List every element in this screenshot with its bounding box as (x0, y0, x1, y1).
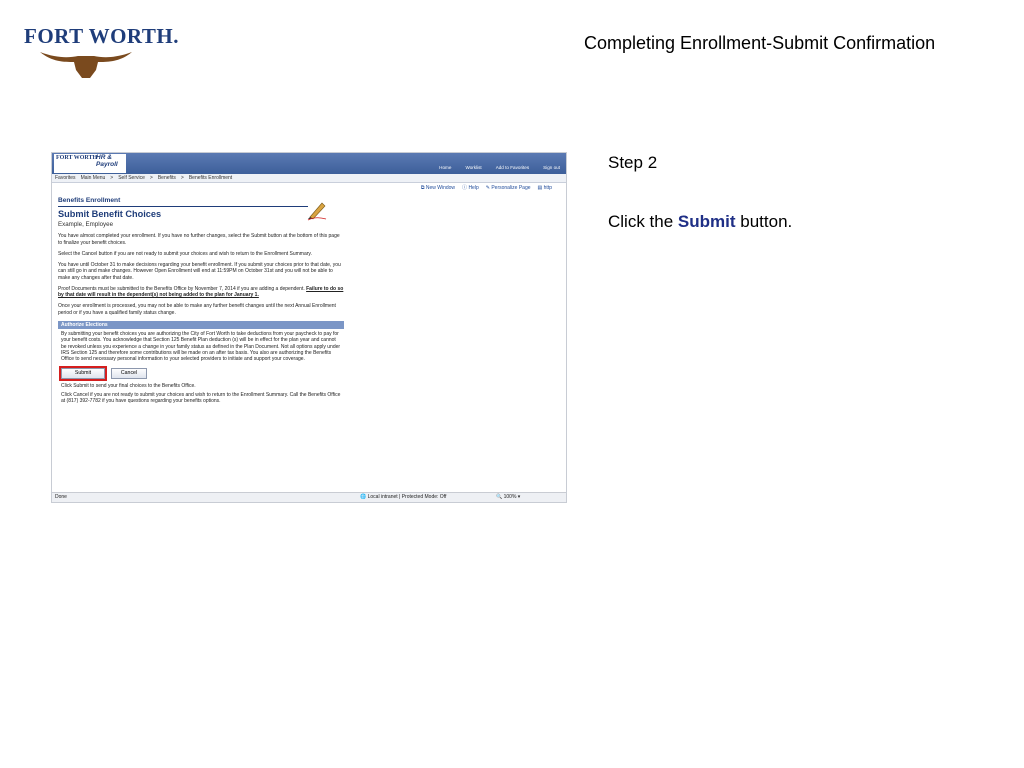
zoom-level: 100% (503, 494, 517, 501)
app-header (52, 153, 566, 174)
page-tools (421, 185, 552, 191)
deadline-paragraph: You have until October 31 to make decisions regarding your benefit enrollment. If you submit your choices prior to that date, you can still go in and make changes. However Open Enrollment will end at 11:59PM on October 31st and you will not be able to make any changes after that date. (58, 262, 341, 281)
app-screenshot (51, 152, 567, 503)
status-zone-text: Local intranet | Protected Mode: Off (367, 494, 447, 501)
fort-worth-logo (24, 24, 179, 80)
breadcrumb-separator: > (110, 174, 114, 181)
app-logo-hr (96, 155, 118, 169)
status-zone: 🌐 Local intranet | Protected Mode: Off (360, 494, 447, 501)
app-logo-hr-line1: HR & (96, 154, 112, 161)
breadcrumb-main-menu[interactable]: Main Menu (80, 174, 106, 181)
app-logo-fw: FORT WORTH (56, 155, 98, 161)
page-title: Submit Benefit Choices (58, 209, 162, 220)
browser-status-bar (52, 492, 566, 502)
slide-title: Completing Enrollment-Submit Confirmation (584, 33, 936, 53)
instruction-post: button. (735, 212, 793, 231)
step-label: Step 2 (608, 153, 658, 172)
cancel-button[interactable]: Cancel (111, 368, 147, 379)
nav-worklist[interactable]: Worklist (465, 165, 482, 170)
section-heading: Benefits Enrollment (58, 197, 308, 207)
logo-text: FORT WORTH. (24, 24, 179, 48)
cancel-paragraph: Select the Cancel button if you are not ready to submit your choices and wish to return to the Enrollment Summary. (58, 250, 312, 257)
app-logo (54, 154, 126, 173)
authorize-elections-header: Authorize Elections (58, 321, 344, 329)
breadcrumb (52, 174, 567, 183)
breadcrumb-benefits-enrollment[interactable]: Benefits Enrollment (188, 174, 233, 181)
breadcrumb-separator: > (180, 174, 184, 181)
status-done: Done (55, 494, 67, 501)
http-label: http (543, 185, 552, 191)
instruction-bold: Submit (677, 212, 736, 231)
nav-sign-out[interactable]: Sign out (543, 165, 560, 170)
nav-add-favorites[interactable]: Add to Favorites (495, 165, 530, 170)
page-content (58, 197, 344, 408)
instructions-paragraph: You have almost completed your enrollment. If you have no further changes, select the Submit button at the bottom of this page to finalize your benefit choices. (58, 233, 340, 246)
authorize-elections-text: By submitting your benefit choices you are authorizing the City of Fort Worth to take deductions from your paycheck to pay for your benefit costs. You acknowledge that Section 125 Benefit Plan deduction (s) will be in effect for the plan year and cannot be revoked unless you experience a change in your family status as defined in the Plan Document. Not all options apply under IRS Section 125 and therefore some contributions will be made on an after tax basis. You also are authorizing the Benefits Office to send necessary personal information to your selected providers to initiate and support your coverage. (61, 331, 341, 363)
personalize-label: Personalize Page (491, 185, 531, 191)
personalize-link[interactable]: ✎ Personalize Page (485, 185, 531, 191)
longhorn-icon (38, 46, 134, 80)
action-buttons (61, 368, 344, 379)
help-link[interactable]: ⓘ Help (462, 185, 479, 191)
breadcrumb-benefits[interactable]: Benefits (157, 174, 176, 181)
app-logo-hr-line2: Payroll (96, 160, 118, 168)
new-window-link[interactable]: ⧉ New Window (420, 185, 456, 191)
instruction-pre: Click the (608, 212, 678, 231)
nav-home[interactable]: Home (439, 165, 452, 170)
breadcrumb-favorites[interactable]: Favorites (55, 174, 76, 181)
new-window-label: New Window (425, 185, 456, 191)
submit-hint: Click Submit to send your final choices to the Benefits Office. (61, 382, 196, 389)
submit-button[interactable]: Submit (61, 368, 105, 379)
cancel-hint: Click Cancel if you are not ready to submit your choices and wish to return to the Enrollment Summary. Call the Benefits Office at (817) 392-7782 if you have questions regarding your benefits options. (61, 392, 341, 405)
breadcrumb-self-service[interactable]: Self Service (118, 174, 145, 181)
proof-warning: Failure to do so by that date will result in the dependent(s) not being added to the plan for January 1. (58, 285, 344, 299)
help-label: Help (468, 185, 479, 191)
app-top-nav (439, 165, 560, 171)
zoom-control[interactable]: 🔍 100% ▾ (496, 494, 521, 501)
proof-text: Proof Documents must be submitted to the Benefits Office by November 7, 2014 if you are adding a dependent. (58, 285, 307, 292)
http-link[interactable]: ▤ http (537, 185, 552, 191)
enrollment-processed-paragraph: Once your enrollment is processed, you may not be able to make any further benefit changes until the next Annual Enrollment period or if you have a qualified family status change. (58, 303, 336, 316)
proof-documents-paragraph (58, 286, 344, 299)
breadcrumb-separator: > (149, 174, 153, 181)
employee-name: Example, Employee (58, 220, 114, 228)
instruction-text (608, 212, 792, 232)
